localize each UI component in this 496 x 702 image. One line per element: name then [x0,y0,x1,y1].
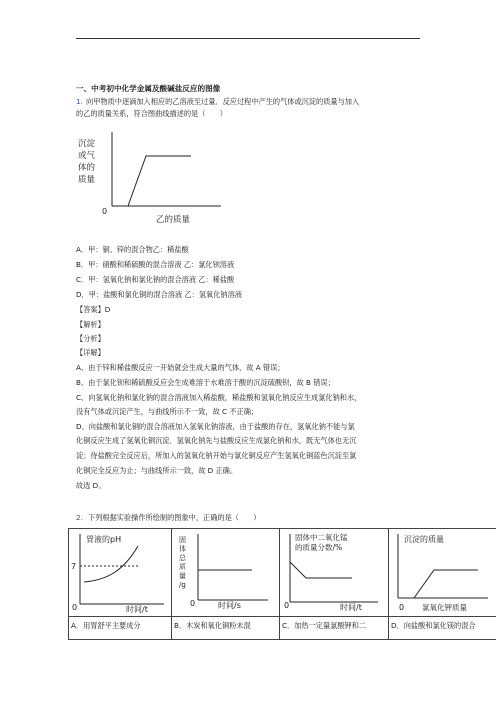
q1-number: 1. [76,97,83,106]
q1-expl-line-7: 淀；待盐酸完全反应后，所加入的氢氧化钠开始与氯化铜反应产生氢氧化铜蓝色沉淀至氯 [76,451,357,460]
q2-option-b: B．木炭和氧化铜粉末混 [174,621,251,630]
q2c-ylabel-1: 固体中二氧化锰 [295,533,348,542]
q2b-ylabel-3: 总 [179,554,186,562]
q1-jiexi: 【解析】 [76,320,105,329]
q1-graph-ylabel-1: 沉淀 [78,139,96,149]
q1-expl-line-3: C、向氢氧化钠和氯化钠的混合溶液加入稀盐酸，稀盐酸和氢氧化钠反应生成氯化钠和水， [76,393,362,402]
q1-expl-line-6: 化铜反应生成了氢氧化铜沉淀．氢氧化钠先与盐酸反应生成氯化钠和水，既无气体也无沉 [76,436,357,445]
q1-line1: 向甲物质中逐滴加入相应的乙溶液至过量．反应过程中产生的气体或沉淀的质量与加入 [86,97,360,106]
q2b-ylabel-6: /g [179,581,186,589]
q2b-ylabel-1: 固 [179,536,186,544]
q2b-ylabel-5: 量 [179,572,186,580]
q1-expl-line-4: 没有气体或沉淀产生，与曲线所示不一致，故 C 不正确； [76,407,259,416]
q1-graph-ylabel-2: 或气 [78,151,96,161]
q2-option-c: C．加热一定量氯酸钾和二 [282,621,367,630]
q2c-ylabel-2: 的质量分数/% [295,543,343,552]
q2-graph-c [284,532,378,612]
q1-curve [128,156,191,206]
q2-option-d: D．向盐酸和氯化镁的混合 [391,621,476,630]
q2a-origin: 0 [72,603,78,612]
header-rule [76,38,420,39]
q2-option-a: A．用胃舒平主要成分 [71,621,141,630]
q2b-origin: 0 [190,599,196,608]
q1-option-b: B．甲：硝酸和稀硫酸的混合溶液 乙：氯化钡溶液 [76,260,235,269]
q2d-origin: 0 [399,603,405,612]
q2b-xlabel: 时间/s [218,601,241,610]
q1-line2: 的乙的质量关系，符合图曲线描述的是（ ） [76,109,227,118]
q2-graph-b [179,534,268,610]
q1-option-c: C．甲：氢氧化钠和氯化钠的混合溶液 乙：稀盐酸 [76,275,235,284]
q2a-ylabel: 胃液的pH [86,535,122,544]
q2-text: 下列根据实验操作所绘制的图象中，正确的是（ ） [88,513,261,522]
q2c-origin: 0 [284,601,290,610]
q1-option-a: A．甲：铜、锌的混合物乙：稀盐酸 [76,245,189,254]
q2a-curve [84,546,138,582]
q2b-ylabel-2: 体 [179,545,186,553]
q2a-y7: 7 [71,562,77,571]
q2b-ylabel-4: 质 [179,563,186,571]
q2a-xlabel: 时间/t [126,605,148,614]
q1-graph-xlabel: 乙的质量 [156,215,191,225]
q1-expl-line-1: A、由于锌和稀盐酸反应一开始就会生成大量的气体，故 A 错误； [76,363,285,372]
q2-number: 2. [76,513,83,522]
q1-answer: 【答案】D [76,305,111,314]
q2c-xlabel: 时间/t [340,603,362,612]
q1-graph [76,128,226,230]
q2-graph-d [398,534,488,612]
q2d-xlabel: 氯氧化钾质量 [422,603,467,612]
q2d-ylabel: 沉淀的质量 [404,535,444,544]
q1-graph-ylabel-3: 体的 [78,163,96,173]
q1-graph-ylabel-4: 质量 [78,175,96,185]
q1-expl-line-9: 故选 D。 [76,481,106,490]
q1-fenxi: 【分析】 [76,334,105,343]
q1-option-d: D．甲：盐酸和氯化铜的混合溶液 乙：氢氧化钠溶液 [76,290,242,299]
q1-graph-origin: 0 [102,207,108,216]
section-title: 一、中考初中化学金属及酸碱盐反应的图像 [76,84,221,93]
q2c-curve [290,562,352,578]
q2d-curve [414,570,478,598]
q1-xiangjie: 【详解】 [76,348,105,357]
q1-expl-line-5: D、向盐酸和氯化铜的混合溶液加入氢氧化钠溶液，由于盐酸的存在，氢氧化钠不能与氯 [76,422,355,431]
q1-expl-line-8: 化铜完全反应为止；与曲线所示一致，故 D 正确。 [76,466,238,475]
q1-expl-line-2: B、由于氯化钡和稀硫酸反应会生成难溶于水难溶于酸的沉淀硫酸钡，故 B 错误； [76,378,335,387]
q2-graph-a [71,534,164,614]
